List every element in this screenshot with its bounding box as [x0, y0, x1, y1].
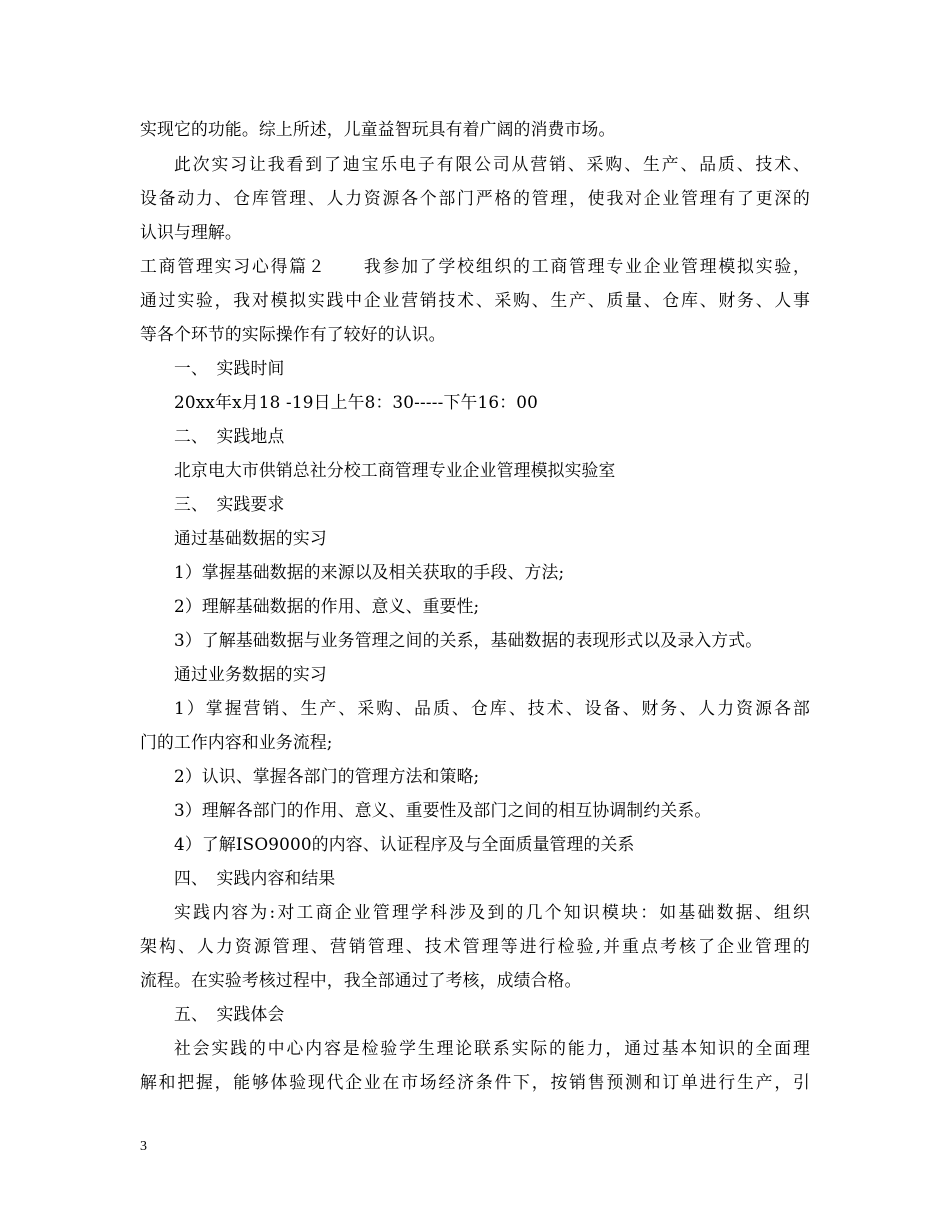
text-line: 认识与理解。	[140, 222, 242, 242]
list-item: 4）了解ISO9000的内容、认证程序及与全面质量管理的关系	[174, 834, 635, 854]
text-line: 通过实验，我对模拟实践中企业营销技术、采购、生产、质量、仓库、财务、人事	[140, 290, 810, 310]
list-item: 1）掌握基础数据的来源以及相关获取的手段、方法;	[174, 562, 565, 582]
text-line: 解和把握，能够体验现代企业在市场经济条件下，按销售预测和订单进行生产，引	[140, 1072, 810, 1092]
text-line: 等各个环节的实际操作有了较好的认识。	[140, 324, 446, 344]
text-line: 此次实习让我看到了迪宝乐电子有限公司从营销、采购、生产、品质、技术、	[174, 154, 810, 174]
text-line: 架构、人力资源管理、营销管理、技术管理等进行检验,并重点考核了企业管理的	[140, 936, 810, 956]
list-item: 3）了解基础数据与业务管理之间的关系，基础数据的表现形式以及录入方式。	[174, 630, 763, 650]
section-heading: 四、 实践内容和结果	[174, 868, 336, 888]
text-line: 设备动力、仓库管理、人力资源各个部门严格的管理，使我对企业管理有了更深的	[140, 188, 810, 208]
text-line: 北京电大市供销总社分校工商管理专业企业管理模拟实验室	[174, 460, 616, 480]
text-line: 门的工作内容和业务流程;	[140, 732, 333, 752]
list-item: 3）理解各部门的作用、意义、重要性及部门之间的相互协调制约关系。	[174, 800, 712, 820]
text-line: 工商管理实习心得篇２ 我参加了学校组织的工商管理专业企业管理模拟实验，	[140, 256, 810, 276]
section-heading: 一、 实践时间	[174, 358, 285, 378]
text-line: 通过业务数据的实习	[174, 664, 327, 684]
text-line: 实践内容为:对工商企业管理学科涉及到的几个知识模块：如基础数据、组织	[174, 902, 810, 922]
text-line: 通过基础数据的实习	[174, 528, 327, 548]
section-heading: 五、 实践体会	[174, 1004, 285, 1024]
text-line: 社会实践的中心内容是检验学生理论联系实际的能力，通过基本知识的全面理	[174, 1038, 810, 1058]
list-item: 2）理解基础数据的作用、意义、重要性;	[174, 596, 480, 616]
list-item: 1）掌握营销、生产、采购、品质、仓库、技术、设备、财务、人力资源各部	[174, 698, 810, 718]
list-item: 2）认识、掌握各部门的管理方法和策略;	[174, 766, 480, 786]
section-heading: 二、 实践地点	[174, 426, 285, 446]
text-line: 流程。在实验考核过程中，我全部通过了考核，成绩合格。	[140, 970, 582, 990]
page-number: 3	[140, 1139, 147, 1154]
section-heading: 三、 实践要求	[174, 494, 285, 514]
text-line: 实现它的功能。综上所述，儿童益智玩具有着广阔的消费市场。	[140, 119, 616, 139]
text-line: 20xx年x月18 -19日上午8：30-----下午16：00	[174, 392, 538, 412]
